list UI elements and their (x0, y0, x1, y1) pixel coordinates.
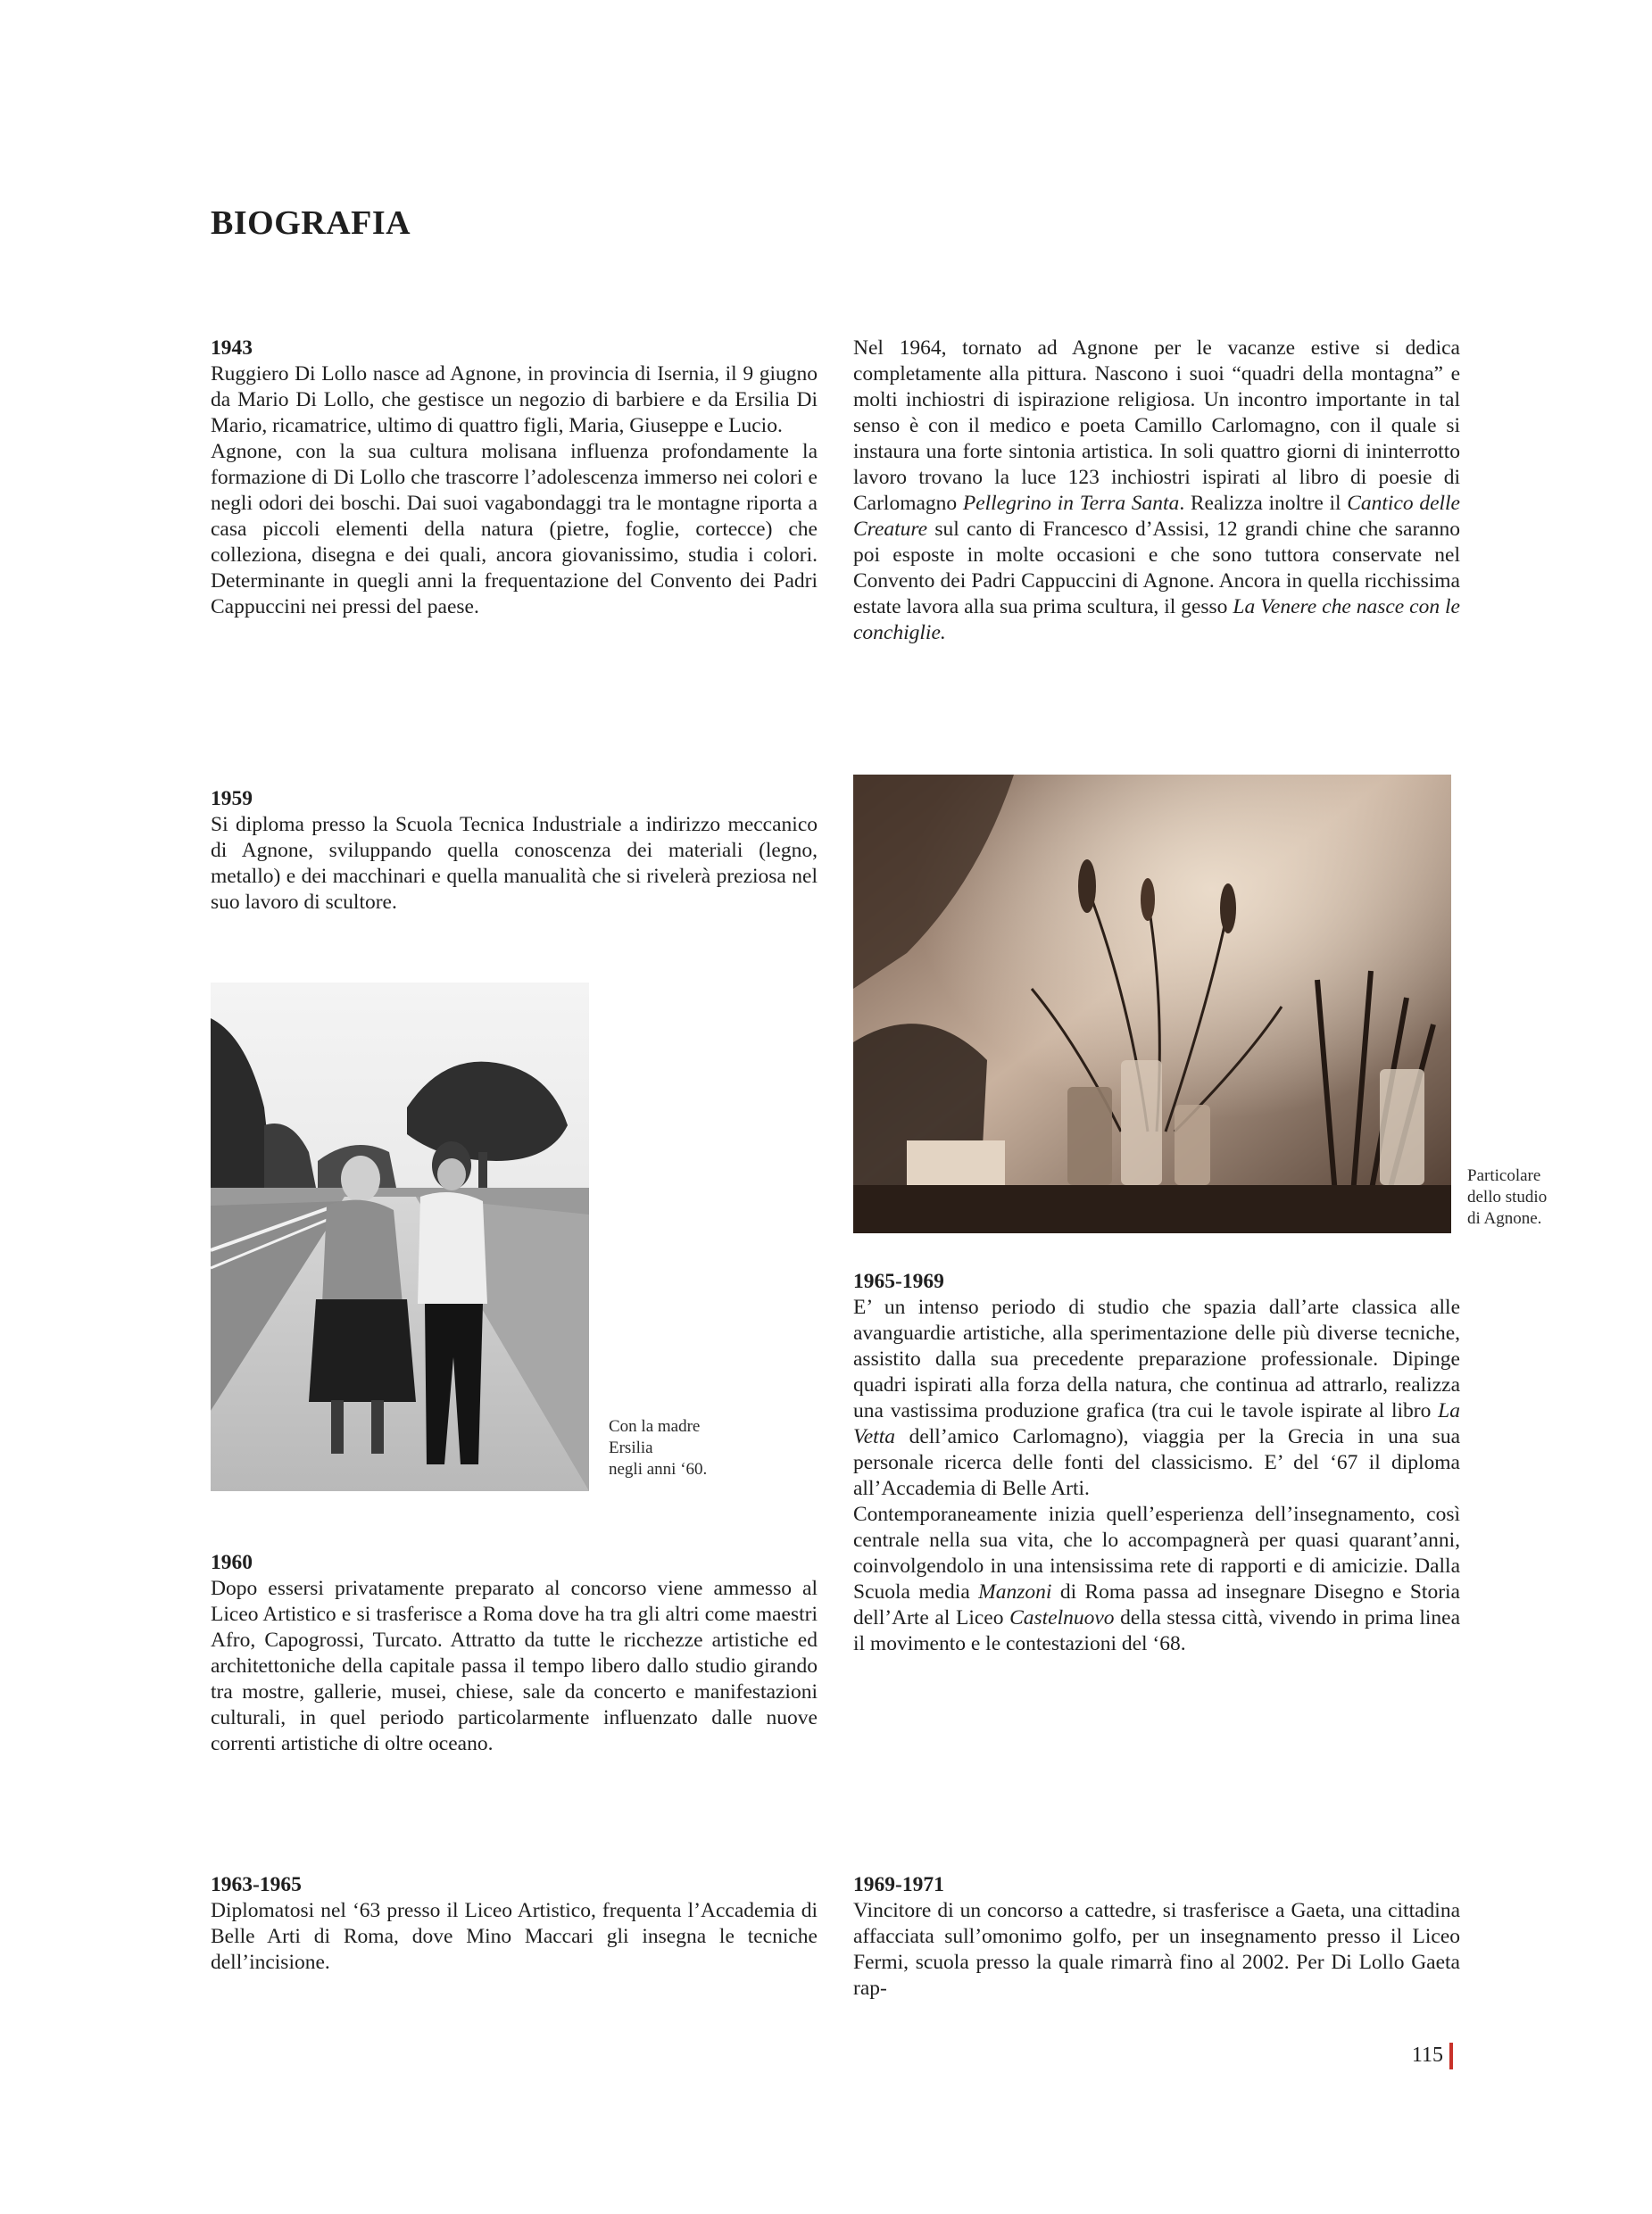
text-run: della stessa città, vivendo in prima linea il movimento e le contestazioni del ‘68. (853, 1606, 1460, 1655)
title-run: La Venere che nasce con le conchiglie. (853, 595, 1460, 644)
page-number-accent-bar (1449, 2043, 1453, 2069)
title-run: Manzoni (978, 1580, 1052, 1604)
title-run: La Vetta (853, 1399, 1460, 1448)
caption-line: negli anni ‘60. (609, 1460, 708, 1479)
photo-with-mother-caption (609, 1416, 787, 1480)
title-run: Cantico delle Creature (853, 492, 1460, 541)
section-text (853, 336, 1460, 646)
photo-with-mother-image (211, 983, 589, 1491)
section-1964 (853, 336, 1460, 646)
photo-with-mother (211, 983, 589, 1491)
text-run: E’ un intenso periodo di studio che spazia dall’arte classica alle avanguardie artistiche, alla sperimentazione delle più diverse tecniche, assistito dalla sua precedente preparazione professionale. Dipinge quadri ispirati alla forza della natura, che continua ad attrarlo, realizza una vastissima produzione grafica (tra cui le tavole ispirate al libro (853, 1296, 1460, 1422)
text-run: . Realizza inoltre il (1179, 492, 1348, 515)
section-1965-1969 (853, 1269, 1460, 1657)
section-text (853, 1295, 1460, 1502)
page-number: 115 (1411, 2044, 1443, 2067)
section-year: 1943 (211, 336, 253, 360)
section-year: 1963-1965 (211, 1873, 302, 1896)
section-text: Dopo essersi privatamente preparato al concorso viene ammesso al Liceo Artistico e si trasferisce a Roma dove ha tra gli altri come maestri Afro, Capogrossi, Turcato. Attratto da tutte le ricchezze artistiche ed architettoniche della capitale passa il tempo libero dallo studio girando tra mostre, gallerie, musei, chiese, sale da concerto e manifestazioni culturali, in quel periodo particolarmente influenzato dalle nuove correnti artistiche di oltre oceano. (211, 1577, 818, 1755)
photo-studio-caption (1467, 1165, 1646, 1230)
section-1969-1971 (853, 1872, 1460, 2002)
section-text: Diplomatosi nel ‘63 presso il Liceo Artistico, frequenta l’Accademia di Belle Arti di Roma, dove Mino Maccari gli insegna le tecniche dell’incisione. (211, 1899, 818, 1974)
section-1959 (211, 786, 818, 916)
title-run: Castelnuovo (1009, 1606, 1115, 1629)
caption-line: Particolare (1467, 1166, 1541, 1185)
section-text: Ruggiero Di Lollo nasce ad Agnone, in provincia di Isernia, il 9 giugno da Mario Di Lollo, che gestisce un negozio di barbiere e da Ersilia Di Mario, ricamatrice, ultimo di quattro figli, Maria, Giuseppe e Lucio. (211, 362, 818, 437)
caption-line: dello studio (1467, 1188, 1548, 1207)
text-run: dell’amico Carlomagno), viaggia per la Grecia in una sua personale ricerca delle fonti del classicismo. E’ del ‘67 il diploma all’Accademia di Belle Arti. (853, 1425, 1460, 1500)
text-run: di Roma passa ad insegnare Disegno e Storia dell’Arte al Liceo (853, 1580, 1460, 1629)
photo-studio (853, 775, 1451, 1233)
section-year: 1959 (211, 787, 253, 810)
section-year: 1965-1969 (853, 1270, 944, 1293)
title-run: Pellegrino in Terra Santa (962, 492, 1180, 515)
section-1963-1965 (211, 1872, 818, 1976)
text-run: sul canto di Francesco d’Assisi, 12 grandi chine che saranno poi esposte in molte occasioni e che sono tuttora conservate nel Convento dei Padri Cappuccini di Agnone. Ancora in quella ricchissima estate lavora alla sua prima scultura, il gesso (853, 518, 1460, 618)
section-text: Si diploma presso la Scuola Tecnica Industriale a indirizzo meccanico di Agnone, sviluppando quella conoscenza dei materiali (legno, metallo) e dei macchinari e quella manualità che si rivelerà preziosa nel suo lavoro di scultore. (211, 813, 818, 914)
text-run: Nel 1964, tornato ad Agnone per le vacanze estive si dedica completamente alla pittura. Nascono i suoi “quadri della montagna” e molti inchiostri di ispirazione religiosa. Un incontro importante in tal senso è con il medico e poeta Camillo Carlomagno, con il quale si instaura una forte sintonia artistica. In soli quattro giorni di ininterrotto lavoro trovano la luce 123 inchiostri ispirati al libro di poesie di Carlomagno (853, 336, 1460, 515)
section-1960 (211, 1550, 818, 1757)
caption-line: di Agnone. (1467, 1209, 1542, 1228)
section-text (853, 1502, 1460, 1657)
page-title: BIOGRAFIA (211, 204, 411, 242)
caption-line: Con la madre (609, 1417, 701, 1436)
caption-line: Ersilia (609, 1439, 653, 1457)
section-year: 1969-1971 (853, 1873, 944, 1896)
section-year: 1960 (211, 1551, 253, 1574)
section-1943 (211, 336, 818, 620)
photo-studio-image (853, 775, 1451, 1233)
text-run: Contemporaneamente inizia quell’esperienza dell’insegnamento, così centrale nella sua vita, che lo accompagnerà per quasi quarant’anni, coinvolgendolo in una intensissima rete di rapporti e di amicizie. Dalla Scuola media (853, 1503, 1460, 1604)
section-text: Vincitore di un concorso a cattedre, si trasferisce a Gaeta, una cittadina affacciata sull’omonimo golfo, per un insegnamento presso il Liceo Fermi, scuola presso la quale rimarrà fino al 2002. Per Di Lollo Gaeta rap- (853, 1899, 1460, 2000)
section-text: Agnone, con la sua cultura molisana influenza profondamente la formazione di Di Lollo che trascorre l’adolescenza immerso nei colori e negli odori dei boschi. Dai suoi vagabondaggi tra le montagne riporta a casa piccoli elementi della natura (pietre, foglie, cortecce) che colleziona, disegna e dei quali, ancora giovanissimo, studia i colori. Determinante in quegli anni la frequentazione del Convento dei Padri Cappuccini nei pressi del paese. (211, 440, 818, 618)
